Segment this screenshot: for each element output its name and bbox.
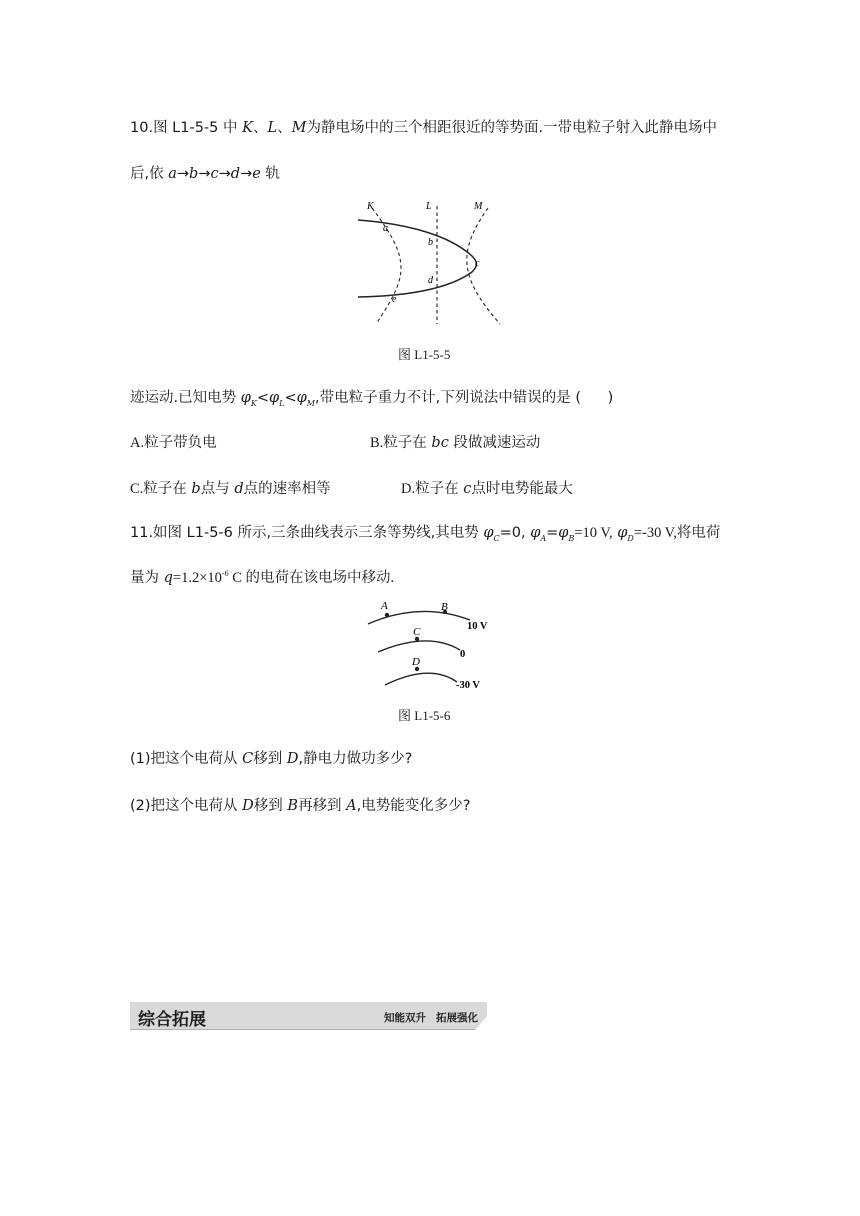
fig1-label-k: K [367,201,374,212]
q10-text: 为静电场中的三个相距很近的等势面.一带电粒子射入此静电场中 [306,120,718,136]
exponent: -6 [221,569,229,579]
trajectory [358,220,477,297]
banner-subtitle-2: 拓展强化 [436,1012,478,1024]
point-var: C [242,751,254,767]
figure-l1-5-6 [360,598,510,696]
sub: L [279,398,285,408]
point-var: D [286,751,299,767]
fig1-label-b: b [428,237,433,248]
phi: φ [530,525,541,541]
q10-option-d [401,479,573,499]
q10-option-c [130,479,331,499]
label-k: K [242,120,253,136]
q10-text: 轨 [265,166,280,182]
banner-title: 综合拓展 [138,1010,206,1030]
option-c-var: d [234,481,244,497]
sub: M [306,398,315,408]
fig2-label-10v: 10 V [467,621,488,632]
banner-subtitle-1: 知能双升 [384,1012,426,1024]
sep: 、 [252,120,268,136]
q11-text: (2)把这个电荷从 [130,798,238,814]
q10-line2 [130,164,280,184]
fig2-caption: 图 L1-5-6 [398,708,451,723]
fig1-label-e: e [392,294,397,305]
fig2-label-d: D [412,656,420,668]
equipotential-m [467,208,500,324]
path-point: d [230,166,241,182]
q10-text: ,带电粒子重力不计,下列说法中错误的是 ( [315,390,581,406]
sub: K [250,398,257,408]
arrow: → [240,166,253,182]
sub: C [493,533,500,543]
fig2-label-c: C [413,626,421,638]
section-banner [130,1002,487,1030]
q10-number: 10. [130,120,154,136]
q11-text: 再移到 [298,798,342,814]
option-c-text: 点的速率相等 [243,481,331,497]
point-a [385,613,389,617]
q11-sub1 [130,749,412,769]
point-var: D [242,798,254,814]
phi: φ [240,390,251,406]
path-point: c [210,166,219,182]
fig2-label-0v: 0 [460,649,466,660]
equipotential-m30v [385,673,457,685]
q11-text: 移到 [253,751,283,767]
fig1-label-l: L [426,201,432,212]
point-var: A [346,798,357,814]
equipotential-10v [368,611,470,624]
q11-text: (1)把这个电荷从 [130,751,238,767]
q11-text: ,电势能变化多少? [356,798,471,814]
fig2-label-b: B [441,601,448,613]
arrow: → [176,166,190,182]
q10-text: 迹运动.已知电势 [130,390,237,406]
q11-text: 量为 [130,570,159,586]
q10-text: ) [607,390,614,406]
q11-text: =10 V, [574,525,613,541]
q11-line2 [130,568,394,588]
q10-line1 [130,118,717,138]
fig2-label-a: A [381,600,388,612]
option-c-text: 点与 [200,481,230,497]
q11-text: =0, [499,525,526,541]
option-b-var: bc [431,435,449,451]
fig2-label-m30v: -30 V [456,680,481,691]
option-c-text: C.粒子在 [130,481,187,497]
phi: φ [483,525,494,541]
q-value: =1.2×10 [172,570,222,586]
q10-text: 图 L1-5-5 中 [153,120,238,136]
option-d-text: 点时电势能最大 [471,481,573,497]
option-d-var: c [463,481,472,497]
lt: < [284,390,297,406]
phi: φ [296,390,307,406]
sep: 、 [277,120,292,136]
phi: φ [617,525,628,541]
equipotential-0v [378,641,460,652]
fig1-label-a: a [383,223,388,234]
phi: φ [269,390,280,406]
fig1-label-m: M [474,201,483,212]
fig1-caption: 图 L1-5-5 [398,347,451,362]
option-d-text: D.粒子在 [401,481,459,497]
q11-sub2 [130,796,470,816]
option-c-var: b [191,481,201,497]
q11-text: C 的电荷在该电场中移动. [228,570,395,586]
q-var: q [163,570,173,586]
path-point: b [189,166,199,182]
fig1-label-c: c [475,258,480,269]
option-b-text: B.粒子在 [370,435,427,451]
label-l: L [267,120,278,136]
q11-text: =-30 V,将电荷 [633,525,721,541]
q10-option-a [130,433,217,453]
q11-text: 移到 [253,798,283,814]
q10-option-b [370,433,540,453]
label-m: M [291,120,307,136]
arrow: → [218,166,231,182]
lt: < [256,390,270,406]
path-point: a [168,166,177,182]
path-point: e [252,166,261,182]
eq: = [546,525,559,541]
q11-text: ,静电力做功多少? [298,751,413,767]
option-a-text: A.粒子带负电 [130,435,217,451]
sub: A [540,533,547,543]
option-b-text: 段做减速运动 [453,435,541,451]
q10-line3 [130,388,613,408]
q11-line1 [130,523,720,543]
q10-text: 后,依 [130,166,164,182]
fig1-label-d: d [428,275,433,286]
arrow: → [198,166,211,182]
phi: φ [558,525,569,541]
sub: B [568,533,575,543]
q11-text: 11.如图 L1-5-6 所示,三条曲线表示三条等势线,其电势 [130,525,479,541]
sub: D [627,533,634,543]
figure-l1-5-5 [350,196,510,331]
point-var: B [287,798,299,814]
